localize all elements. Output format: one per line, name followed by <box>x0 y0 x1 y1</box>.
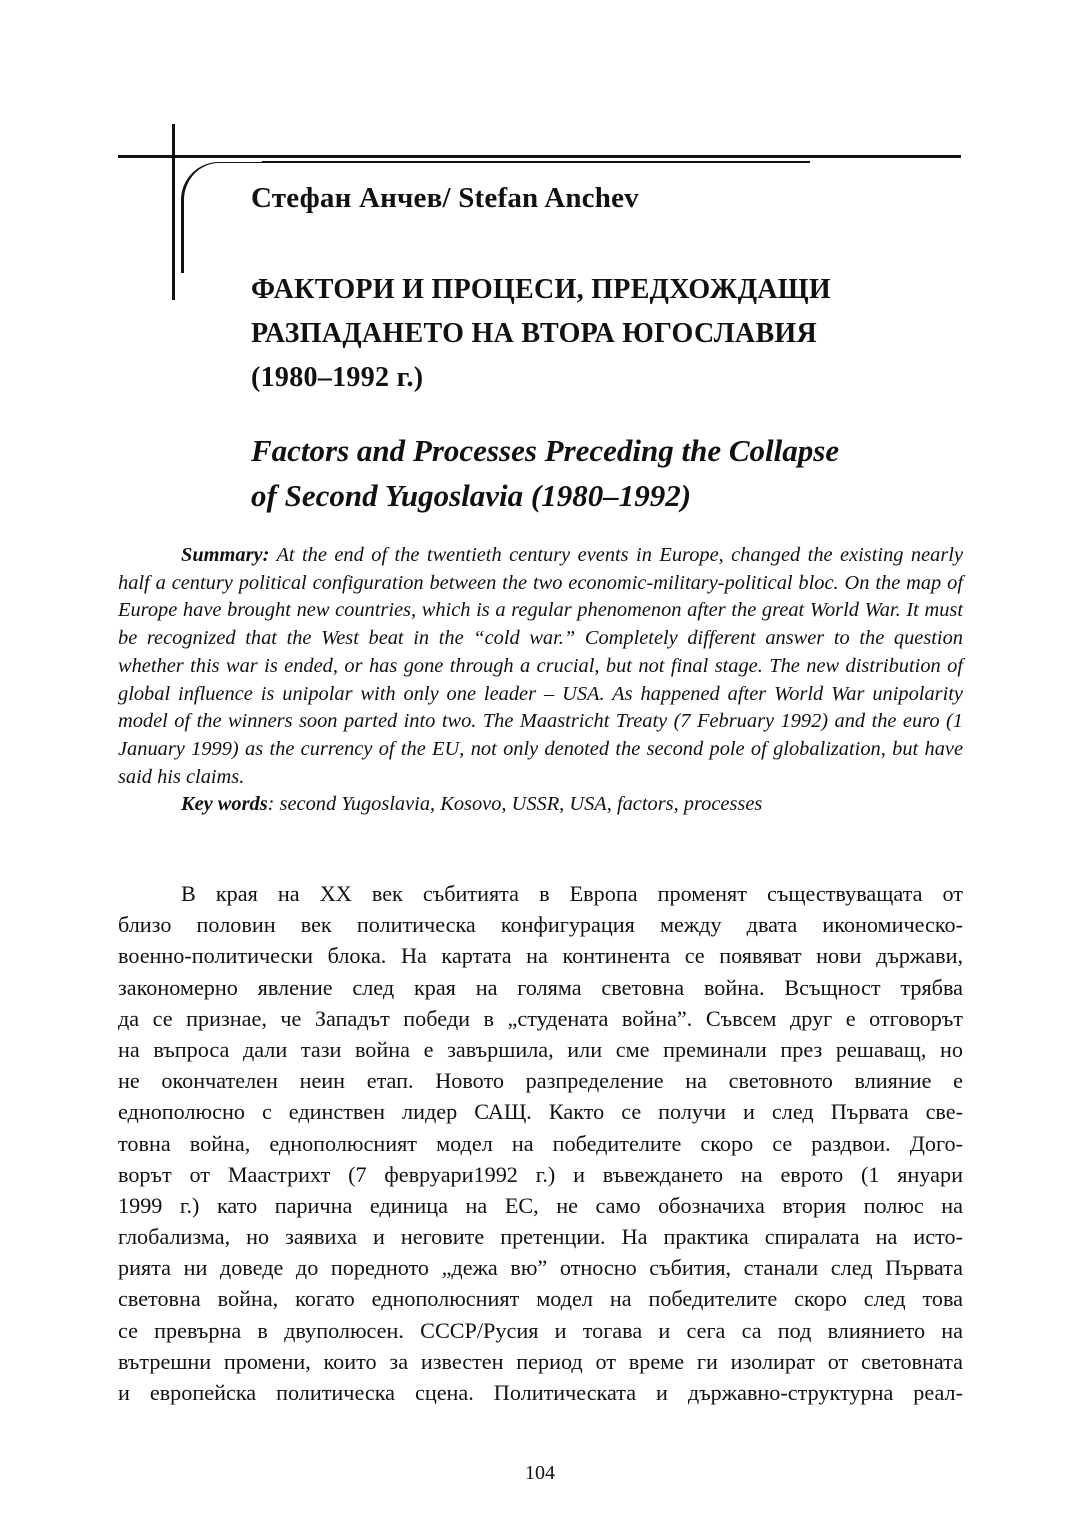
body-line: близо половин век политическа конфигурация между двата икономическо- <box>118 912 963 938</box>
body-line: еднополюсно с единствен лидер САЩ. Както се получи и след Първата све- <box>118 1099 963 1125</box>
body-line: и европейска политическа сцена. Политическата и държавно-структурна реал- <box>118 1380 963 1405</box>
body-line: ворът от Маастрихт (7 февруари1992 г.) и въвеждането на еврото (1 януари <box>118 1161 963 1187</box>
body-line: се превърна в двуполюсен. СССР/Русия и тогава и сега са под влиянието на <box>118 1317 963 1343</box>
body-line: на въпроса дали тази война е завършила, или сме преминали през решаващ, но <box>118 1036 963 1062</box>
title-bg-line: (1980–1992 г.) <box>251 362 424 393</box>
body-line: товна война, еднополюсният модел на победителите скоро се раздвои. Дого- <box>118 1130 963 1156</box>
title-bg-line: РАЗПАДАНЕТО НА ВТОРА ЮГОСЛАВИЯ <box>251 318 818 349</box>
body-line: В края на XX век събитията в Европа променят съществуващата от <box>181 881 963 906</box>
body-line: военно-политически блока. На картата на континента се появяват нови държави, <box>118 943 963 969</box>
body-line: глобализма, но заявиха и неговите претенции. На практика спиралата на исто- <box>118 1224 963 1250</box>
body-line: да се признае, че Западът победи в „студената война”. Съвсем друг е отговорът <box>118 1005 963 1031</box>
header-rule-top <box>118 155 961 158</box>
body-line: вътрешни промени, които за известен период от време ги изолират от световната <box>118 1348 963 1374</box>
body-line: не окончателен неин етап. Новото разпределение на световното влияние е <box>118 1068 963 1094</box>
body-line: 1999 г.) като парична единица на ЕС, не само обозначиха втория полюс на <box>118 1192 963 1218</box>
title-en-line: Factors and Processes Preceding the Collapse <box>251 433 840 468</box>
summary-paragraph <box>118 542 963 791</box>
keywords-label: Key words <box>181 793 268 816</box>
summary-block <box>118 542 963 819</box>
page-number: 104 <box>525 1462 555 1484</box>
summary-text: At the end of the twentieth century events in Europe, changed the existing nearly half a century political configuration between the two economic-military-political bloc. On the map of Europe have brought new countries, which is a regular phenomenon after the great World War. It must be recognized that the West beat in the “cold war.” Completely different answer to the question whether this war is ended, or has gone through a crucial, but not final stage. The new distribution of global influence is unipolar with only one leader – USA. As happened after World War unipolarity model of the winners soon parted into two. The Maastricht Treaty (7 February 1992) and the euro (1 January 1999) as the currency of the EU, not only denoted the second pole of globalization, but have said his claims. <box>118 544 963 788</box>
body-line: закономерно явление след края на голяма световна война. Всъщност трябва <box>118 974 963 1000</box>
header-rule-thin <box>262 161 810 163</box>
header-curve-ornament <box>181 162 304 273</box>
title-bg-line: ФАКТОРИ И ПРОЦЕСИ, ПРЕДХОЖДАЩИ <box>251 274 831 305</box>
title-bulgarian <box>251 268 971 400</box>
title-en-line: of Second Yugoslavia (1980–1992) <box>251 478 692 513</box>
body-line: рията ни доведе до поредното „дежа вю” относно събития, станали след Първата <box>118 1255 963 1281</box>
body-paragraph <box>118 878 963 1408</box>
title-english <box>251 428 971 518</box>
keywords-paragraph <box>118 791 963 819</box>
header-rule-vertical <box>172 124 175 300</box>
summary-label: Summary: <box>181 544 270 566</box>
author-name: Стефан Анчев/ Stefan Anchev <box>251 182 639 214</box>
body-line: световна война, когато еднополюсният модел на победителите скоро след това <box>118 1286 963 1312</box>
keywords-text: : second Yugoslavia, Kosovo, USSR, USA, factors, processes <box>267 793 763 816</box>
